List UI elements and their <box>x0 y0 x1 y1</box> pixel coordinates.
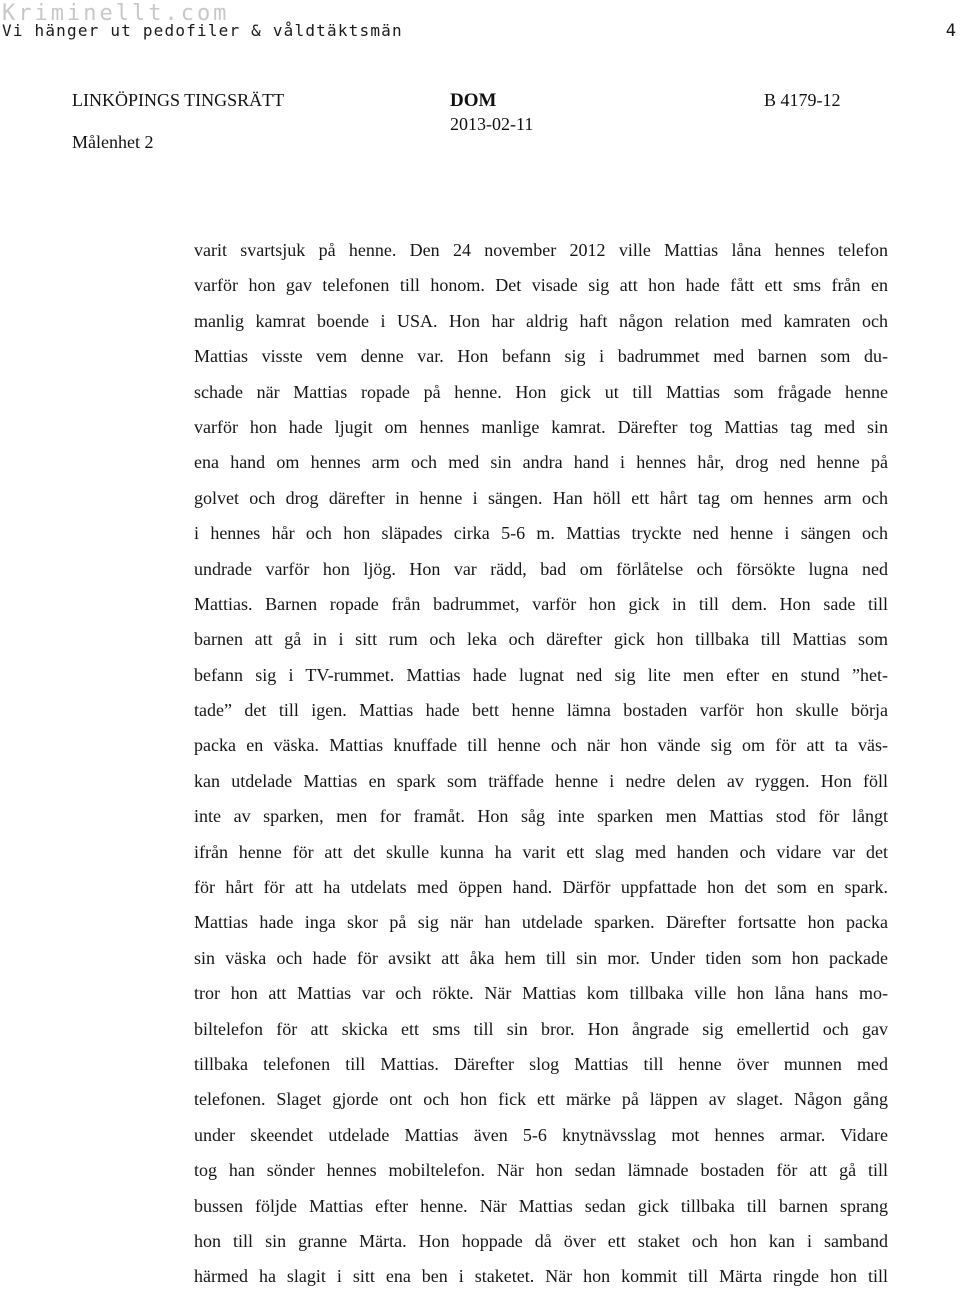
body-line: golvet och drog därefter in henne i sängen. Han höll ett hårt tag om hennes arm och <box>194 487 888 508</box>
court-name: LINKÖPINGS TINGSRÄTT <box>72 90 285 110</box>
case-number: B 4179-12 <box>764 90 841 110</box>
body-line: Mattias. Barnen ropade från badrummet, varför hon gick in till dem. Hon sade till <box>194 593 888 614</box>
page-number: 4 <box>945 21 956 41</box>
body-line: Mattias visste vem denne var. Hon befann sig i badrummet med barnen som du- <box>194 346 888 367</box>
body-line: tog han sönder hennes mobiltelefon. När hon sedan lämnade bostaden för att gå till <box>194 1160 888 1181</box>
body-line: biltelefon för att skicka ett sms till sin bror. Hon ångrade sig emellertid och gav <box>194 1018 888 1039</box>
body-line: schade när Mattias ropade på henne. Hon gick ut till Mattias som frågade henne <box>194 381 888 402</box>
body-line: för hårt för att ha utdelats med öppen hand. Därför uppfattade hon det som en spark. <box>194 877 888 898</box>
site-header <box>2 0 958 44</box>
body-line: inte av sparken, men for framåt. Hon såg inte sparken men Mattias stod för långt <box>194 806 888 827</box>
body-line: under skeendet utdelade Mattias även 5-6 knytnävsslag mot hennes armar. Vidare <box>194 1124 888 1145</box>
body-line: ifrån henne för att det skulle kunna ha varit ett slag med handen och vidare var det <box>194 841 888 862</box>
body-line: kan utdelade Mattias en spark som träffade henne i nedre delen av ryggen. Hon föll <box>194 770 888 791</box>
body-line: befann sig i TV-rummet. Mattias hade lugnat ned sig lite men efter en stund ”het- <box>194 664 888 685</box>
body-line: barnen att gå in i sitt rum och leka och därefter gick hon tillbaka till Mattias som <box>194 629 888 650</box>
body-line: undrade varför hon ljög. Hon var rädd, bad om förlåtelse och försökte lugna ned <box>194 558 888 579</box>
body-line: hon till sin granne Märta. Hon hoppade då över ett staket och hon kan i samband <box>194 1230 888 1251</box>
document-header <box>0 84 960 164</box>
body-line: tillbaka telefonen till Mattias. Därefter slog Mattias till henne över munnen med <box>194 1053 888 1074</box>
site-tagline: Vi hänger ut pedofiler & våldtäktsmän <box>2 21 403 40</box>
body-line: Mattias hade inga skor på sig när han utdelade sparken. Därefter fortsatte hon packa <box>194 912 888 933</box>
body-line: varit svartsjuk på henne. Den 24 november 2012 ville Mattias låna hennes telefon <box>194 240 888 260</box>
body-line: varför hon hade ljugit om hennes manlige kamrat. Därefter tog Mattias tag med sin <box>194 416 888 437</box>
document-body <box>194 233 888 1295</box>
document-date: 2013-02-11 <box>450 114 534 134</box>
body-line: packa en väska. Mattias knuffade till henne och när hon vände sig om för att ta väs- <box>194 735 888 756</box>
body-line: sin väska och hade för avsikt att åka hem till sin mor. Under tiden som hon packade <box>194 947 888 968</box>
body-line: tade” det till igen. Mattias hade bett henne lämna bostaden varför hon skulle börja <box>194 700 888 721</box>
body-line: telefonen. Slaget gjorde ont och hon fick ett märke på läppen av slaget. Någon gång <box>194 1089 888 1110</box>
site-name: Kriminellt.com <box>2 1 230 26</box>
body-line: ena hand om hennes arm och med sin andra hand i hennes hår, drog ned henne på <box>194 452 888 473</box>
body-line: varför hon gav telefonen till honom. Det visade sig att hon hade fått ett sms från en <box>194 275 888 296</box>
body-line: tror hon att Mattias var och rökte. När Mattias kom tillbaka ville hon låna hans mo- <box>194 983 888 1004</box>
body-line: härmed ha slagit i sitt ena ben i staketet. När hon kommit till Märta ringde hon till <box>194 1266 888 1287</box>
document-type: DOM <box>450 90 497 111</box>
body-line: bussen följde Mattias efter henne. När Mattias sedan gick tillbaka till barnen sprang <box>194 1195 888 1216</box>
body-line: i hennes hår och hon släpades cirka 5-6 m. Mattias tryckte ned henne i sängen och <box>194 523 888 544</box>
unit-name: Målenhet 2 <box>72 132 154 152</box>
body-line: manlig kamrat boende i USA. Hon har aldrig haft någon relation med kamraten och <box>194 310 888 331</box>
